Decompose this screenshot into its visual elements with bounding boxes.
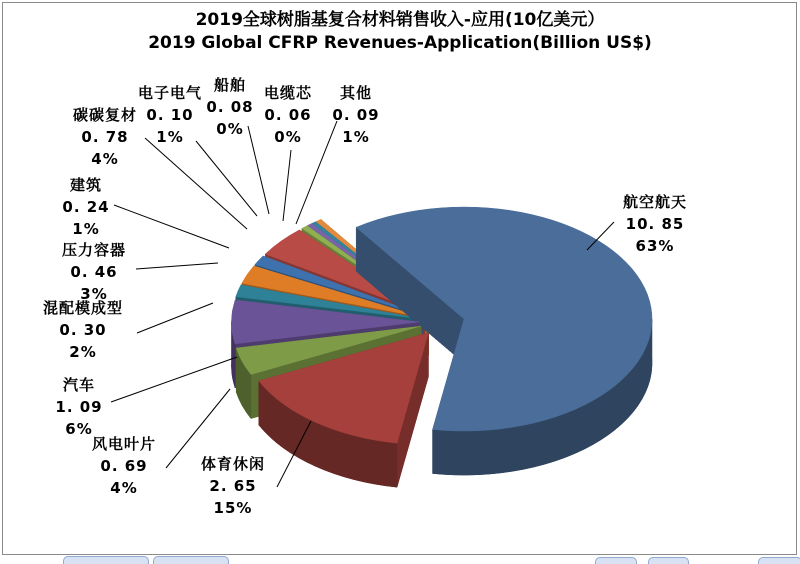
slice-label-value: 0. 46	[70, 263, 118, 281]
slice-label-percent: 1%	[72, 220, 100, 238]
leader-line-cable-core	[283, 150, 291, 221]
slice-label-value: 2. 65	[209, 477, 257, 495]
slice-label-percent: 4%	[91, 150, 119, 168]
slice-label-percent: 63%	[635, 237, 675, 255]
slice-label-value: 0. 78	[81, 128, 129, 146]
slice-label-percent: 0%	[274, 128, 302, 146]
slice-label-value: 0. 69	[100, 457, 148, 475]
background-shape	[648, 557, 689, 564]
leader-line-pressure-vessels	[136, 263, 218, 269]
slice-label-carbon-carbon[interactable]	[73, 104, 137, 170]
background-shape	[63, 556, 149, 564]
leader-line-construction	[114, 205, 229, 248]
slice-label-value: 0. 30	[59, 321, 107, 339]
slice-label-percent: 1%	[156, 128, 184, 146]
slice-label-name: 船舶	[213, 76, 247, 94]
slice-label-value: 0. 09	[332, 106, 380, 124]
slice-label-value: 0. 08	[206, 98, 254, 116]
slice-label-percent: 15%	[213, 499, 253, 517]
leader-line-electrical-electronics	[196, 141, 257, 216]
background-shape	[758, 557, 800, 564]
background-shape	[153, 556, 229, 564]
slice-label-value: 0. 10	[146, 106, 194, 124]
slice-label-name: 风电叶片	[91, 435, 157, 453]
slice-label-percent: 3%	[80, 285, 108, 303]
slice-label-percent: 0%	[216, 120, 244, 138]
slice-label-cable-core[interactable]	[264, 82, 312, 148]
leader-line-automotive	[111, 357, 237, 402]
slice-label-name: 体育休闲	[200, 455, 266, 473]
slice-label-value: 10. 85	[625, 215, 685, 233]
slice-label-name: 混配模成型	[42, 299, 124, 317]
slice-label-construction[interactable]	[62, 174, 109, 240]
slice-label-compound-molding[interactable]	[43, 297, 123, 363]
chart-title[interactable]	[0, 9, 800, 55]
slice-label-pressure-vessels[interactable]	[62, 239, 126, 305]
chart-title-en: 2019 Global CFRP Revenues-Application(Billion US$)	[148, 33, 652, 53]
leader-line-carbon-carbon	[145, 138, 247, 229]
slice-label-name: 电缆芯	[263, 84, 313, 102]
slice-label-others[interactable]	[332, 82, 379, 148]
slice-label-value: 0. 06	[264, 106, 312, 124]
slice-label-name: 航空航天	[622, 193, 688, 211]
slice-label-percent: 2%	[69, 343, 97, 361]
slice-label-electrical-electronics[interactable]	[138, 82, 202, 148]
background-shape	[595, 557, 637, 564]
slice-label-name: 建筑	[69, 176, 103, 194]
slice-label-name: 汽车	[62, 376, 96, 394]
slice-label-percent: 1%	[342, 128, 370, 146]
slice-label-name: 电子电气	[137, 84, 203, 102]
leader-line-compound-molding	[137, 303, 213, 333]
slice-label-automotive[interactable]	[55, 374, 102, 440]
slice-label-aerospace[interactable]	[623, 191, 687, 257]
slice-label-value: 1. 09	[55, 398, 103, 416]
slice-label-wind-blades[interactable]	[92, 433, 156, 499]
slice-label-name: 其他	[339, 84, 373, 102]
slice-label-percent: 4%	[110, 479, 138, 497]
slice-label-name: 压力容器	[61, 241, 127, 259]
slice-label-marine[interactable]	[206, 74, 253, 140]
slice-label-name: 碳碳复材	[72, 106, 138, 124]
slice-label-percent: 6%	[65, 420, 93, 438]
slice-label-value: 0. 24	[62, 198, 110, 216]
chart-title-zh: 2019全球树脂基复合材料销售收入-应用(10亿美元）	[195, 10, 605, 30]
slice-label-sports-leisure[interactable]	[201, 453, 265, 519]
